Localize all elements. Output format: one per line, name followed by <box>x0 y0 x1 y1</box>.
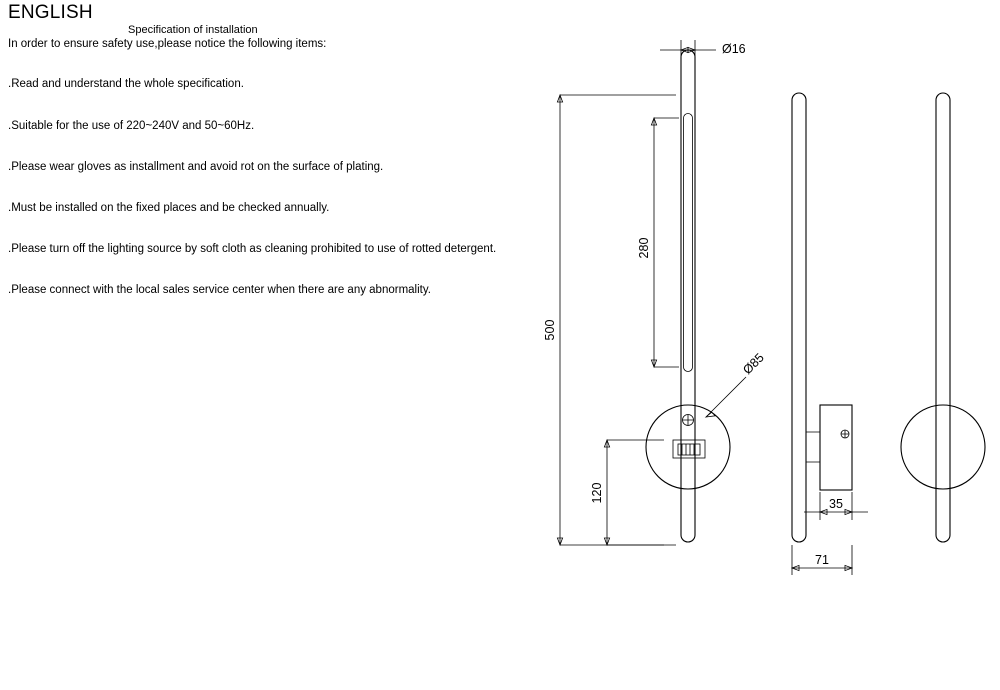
back-view-body <box>901 93 985 542</box>
list-item: .Please turn off the lighting source by soft cloth as cleaning prohibited to use of rotted detergent. <box>8 242 497 255</box>
spec-heading: Specification of installation <box>128 24 258 36</box>
dim-depth-backplate <box>804 492 868 520</box>
dim-label-depth-total: 71 <box>815 553 829 567</box>
dim-label-diameter-top: Ø16 <box>722 42 746 56</box>
dim-label-length-led: 280 <box>637 237 651 259</box>
side-view-mount-block <box>806 405 852 490</box>
list-item: .Suitable for the use of 220~240V and 50~60Hz. <box>8 119 255 132</box>
list-item: .Please connect with the local sales service center when there are any abnormality. <box>8 283 431 296</box>
side-view-body <box>792 93 806 542</box>
dim-label-length-total: 500 <box>543 319 557 341</box>
dim-depth-total <box>792 545 852 575</box>
front-view-mount-plate <box>646 405 730 489</box>
list-item: .Please wear gloves as installment and avoid rot on the surface of plating. <box>8 160 384 173</box>
dim-label-mount-height: 120 <box>590 482 604 504</box>
dim-diameter-top <box>660 40 746 60</box>
dim-length-total <box>543 95 676 545</box>
page-title: ENGLISH <box>8 2 93 23</box>
spec-intro: In order to ensure safety use,please notice the following items: <box>8 38 327 50</box>
dim-mount-height <box>590 440 664 545</box>
front-view-led-strip <box>684 114 693 372</box>
list-item: .Read and understand the whole specification. <box>8 78 244 91</box>
dim-mount-diameter <box>706 350 767 417</box>
dim-label-depth-backplate: 35 <box>829 497 843 511</box>
dim-label-mount-diameter: Ø85 <box>740 350 767 378</box>
dim-length-led <box>637 118 679 367</box>
list-item: .Must be installed on the fixed places and be checked annually. <box>8 201 330 214</box>
